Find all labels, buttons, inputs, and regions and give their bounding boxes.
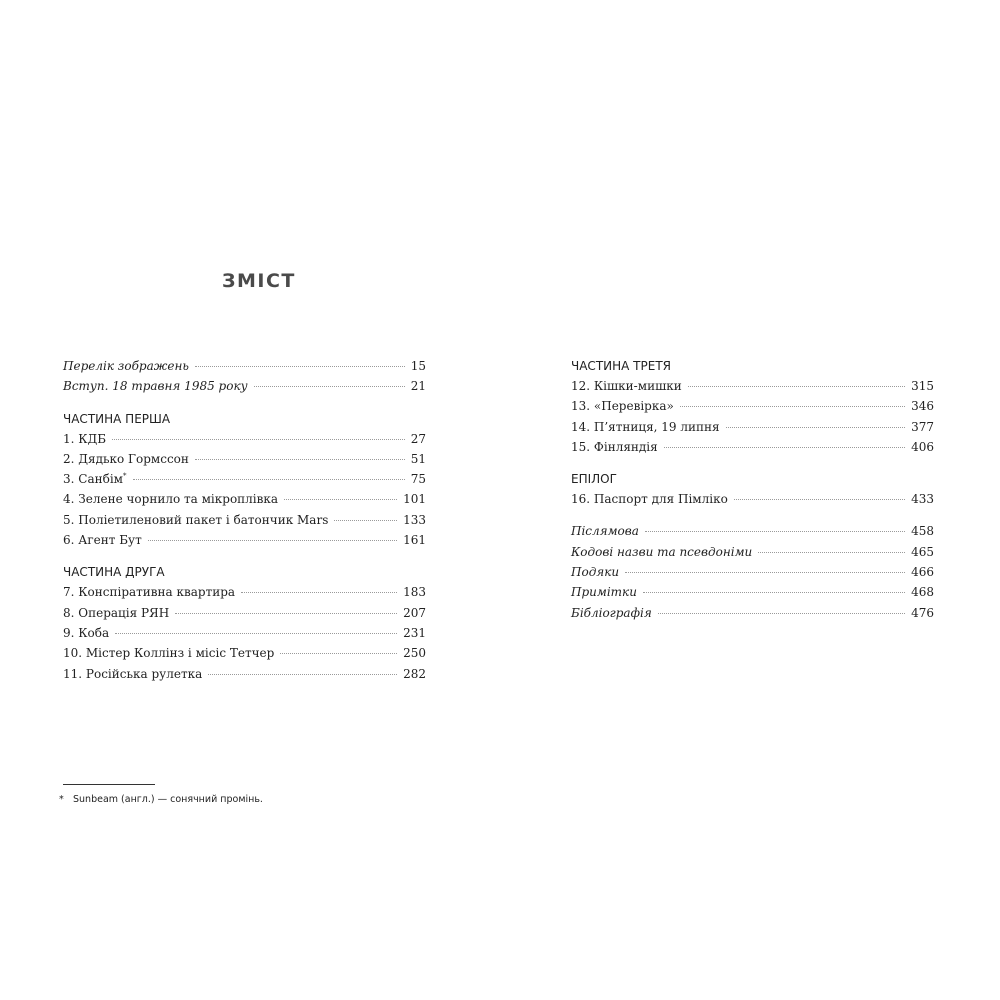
toc-entry-page: 101 bbox=[403, 492, 426, 507]
toc-entry-label: Перелік зображень bbox=[63, 359, 189, 373]
dot-leader bbox=[645, 530, 905, 532]
toc-entry-page: 377 bbox=[911, 419, 934, 434]
toc-entry-label: Примітки bbox=[571, 585, 637, 600]
toc-entry-label: 2. Дядько Гормссон bbox=[63, 451, 189, 466]
toc-entry-label: Післямова bbox=[571, 524, 639, 539]
toc-entry-page: 476 bbox=[911, 605, 934, 620]
toc-entry-page: 231 bbox=[403, 625, 426, 640]
dot-leader bbox=[148, 539, 397, 541]
toc-entry-page: 161 bbox=[403, 533, 426, 548]
toc-entry-page: 466 bbox=[911, 565, 934, 580]
toc-entry-label: 1. КДБ bbox=[63, 431, 107, 446]
dot-leader bbox=[208, 673, 397, 675]
toc-entry-page: 468 bbox=[911, 585, 934, 600]
footnote-marker[interactable]: * bbox=[123, 472, 127, 481]
toc-entry-page: 250 bbox=[403, 646, 426, 661]
toc-entry-page: 282 bbox=[403, 666, 426, 681]
toc-entry[interactable] bbox=[63, 356, 426, 376]
toc-entry-label: 14. П’ятниця, 19 липня bbox=[571, 419, 720, 434]
toc-entry[interactable] bbox=[63, 603, 426, 623]
toc-entry-label: Кодові назви та псевдоніми bbox=[571, 544, 753, 559]
dot-leader bbox=[334, 519, 397, 521]
toc-entry-page: 315 bbox=[911, 379, 934, 393]
dot-leader bbox=[664, 446, 905, 448]
toc-entry[interactable] bbox=[63, 489, 426, 509]
dot-leader bbox=[112, 438, 405, 440]
toc-entry-page: 15 bbox=[410, 359, 426, 373]
dot-leader bbox=[726, 426, 906, 428]
toc-entry-label: Подяки bbox=[571, 565, 620, 580]
toc-left-column bbox=[63, 356, 426, 684]
toc-entry-label: 9. Коба bbox=[63, 625, 110, 640]
dot-leader bbox=[680, 405, 905, 407]
toc-entry-label: 4. Зелене чорнило та мікроплівка bbox=[63, 492, 279, 507]
toc-entry-label-text: 3. Санбім bbox=[63, 472, 123, 487]
dot-leader bbox=[625, 571, 905, 573]
toc-entry-label: 15. Фінляндія bbox=[571, 439, 658, 454]
toc-entry-page: 27 bbox=[410, 431, 426, 446]
toc-entry[interactable] bbox=[63, 643, 426, 663]
dot-leader bbox=[195, 365, 405, 367]
toc-entry[interactable] bbox=[63, 623, 426, 643]
toc-entry[interactable] bbox=[63, 429, 426, 449]
toc-entry-label: 10. Містер Коллінз і місіс Тетчер bbox=[63, 646, 275, 661]
toc-entry-page: 75 bbox=[410, 472, 426, 487]
toc-epilogue bbox=[571, 469, 934, 509]
toc-entry-page: 346 bbox=[911, 399, 934, 414]
toc-entry[interactable] bbox=[571, 582, 934, 602]
dot-leader bbox=[175, 612, 397, 614]
toc-entry-page: 406 bbox=[911, 439, 934, 454]
toc-entry-label bbox=[63, 469, 127, 489]
footnote bbox=[59, 794, 263, 805]
toc-entry-label: Вступ. 18 травня 1985 року bbox=[63, 379, 248, 394]
toc-entry[interactable] bbox=[63, 510, 426, 530]
footnote-rule bbox=[63, 784, 155, 785]
toc-entry-label: 6. Агент Бут bbox=[63, 533, 142, 548]
toc-entry[interactable] bbox=[571, 521, 934, 541]
section-heading: ЧАСТИНА ДРУГА bbox=[63, 565, 165, 580]
toc-entry-label: 11. Російська рулетка bbox=[63, 666, 203, 681]
toc-entry-label: 13. «Перевірка» bbox=[571, 399, 674, 414]
section-heading: ЧАСТИНА ПЕРША bbox=[63, 411, 171, 426]
toc-entry[interactable] bbox=[571, 376, 934, 396]
dot-leader bbox=[688, 385, 905, 387]
dot-leader bbox=[643, 591, 905, 593]
dot-leader bbox=[284, 498, 397, 500]
footnote-marker: * bbox=[59, 794, 64, 805]
toc-entry[interactable] bbox=[571, 562, 934, 582]
toc-entry[interactable] bbox=[63, 530, 426, 550]
dot-leader bbox=[195, 458, 405, 460]
toc-entry-page: 465 bbox=[911, 544, 934, 559]
toc-entry[interactable] bbox=[63, 376, 426, 396]
toc-part-two bbox=[63, 562, 426, 683]
toc-entry-page: 51 bbox=[410, 451, 426, 466]
toc-back-matter bbox=[571, 521, 934, 622]
toc-entry-label: 7. Конспіративна квартира bbox=[63, 585, 236, 600]
toc-entry[interactable] bbox=[63, 469, 426, 489]
footnote-text: Sunbeam (англ.) — сонячний промінь. bbox=[73, 794, 263, 805]
toc-entry-page: 433 bbox=[911, 492, 934, 507]
dot-leader bbox=[658, 612, 905, 614]
toc-part-one bbox=[63, 409, 426, 551]
dot-leader bbox=[758, 551, 905, 553]
toc-entry-page: 458 bbox=[911, 524, 934, 539]
toc-entry[interactable] bbox=[571, 489, 934, 509]
toc-entry[interactable] bbox=[571, 437, 934, 457]
dot-leader bbox=[115, 632, 397, 634]
toc-entry-label: 8. Операція РЯН bbox=[63, 605, 170, 620]
dot-leader bbox=[241, 591, 397, 593]
toc-entry-page: 183 bbox=[403, 585, 426, 600]
toc-entry[interactable] bbox=[571, 396, 934, 416]
toc-entry[interactable] bbox=[571, 603, 934, 623]
section-heading: ЧАСТИНА ТРЕТЯ bbox=[571, 359, 671, 373]
toc-entry-label: 16. Паспорт для Пімліко bbox=[571, 492, 728, 507]
dot-leader bbox=[280, 652, 397, 654]
toc-right-column bbox=[571, 356, 934, 623]
toc-front-matter bbox=[63, 356, 426, 397]
toc-entry-label: 12. Кішки-мишки bbox=[571, 379, 682, 393]
dot-leader bbox=[133, 478, 405, 480]
toc-entry[interactable] bbox=[63, 449, 426, 469]
toc-part-three bbox=[571, 356, 934, 457]
toc-entry-label: 5. Поліетиленовий пакет і батончик Mars bbox=[63, 512, 329, 527]
toc-entry-page: 21 bbox=[410, 379, 426, 394]
dot-leader bbox=[254, 385, 405, 387]
toc-entry-page: 207 bbox=[403, 605, 426, 620]
toc-entry-label: Бібліографія bbox=[571, 605, 652, 620]
section-heading: ЕПІЛОГ bbox=[571, 472, 617, 487]
toc-entry-page: 133 bbox=[403, 512, 426, 527]
dot-leader bbox=[734, 498, 905, 500]
page-title: ЗМІСТ bbox=[222, 270, 296, 292]
toc-entry[interactable] bbox=[571, 542, 934, 562]
toc-entry[interactable] bbox=[63, 582, 426, 602]
toc-entry[interactable] bbox=[63, 664, 426, 684]
toc-entry[interactable] bbox=[571, 417, 934, 437]
